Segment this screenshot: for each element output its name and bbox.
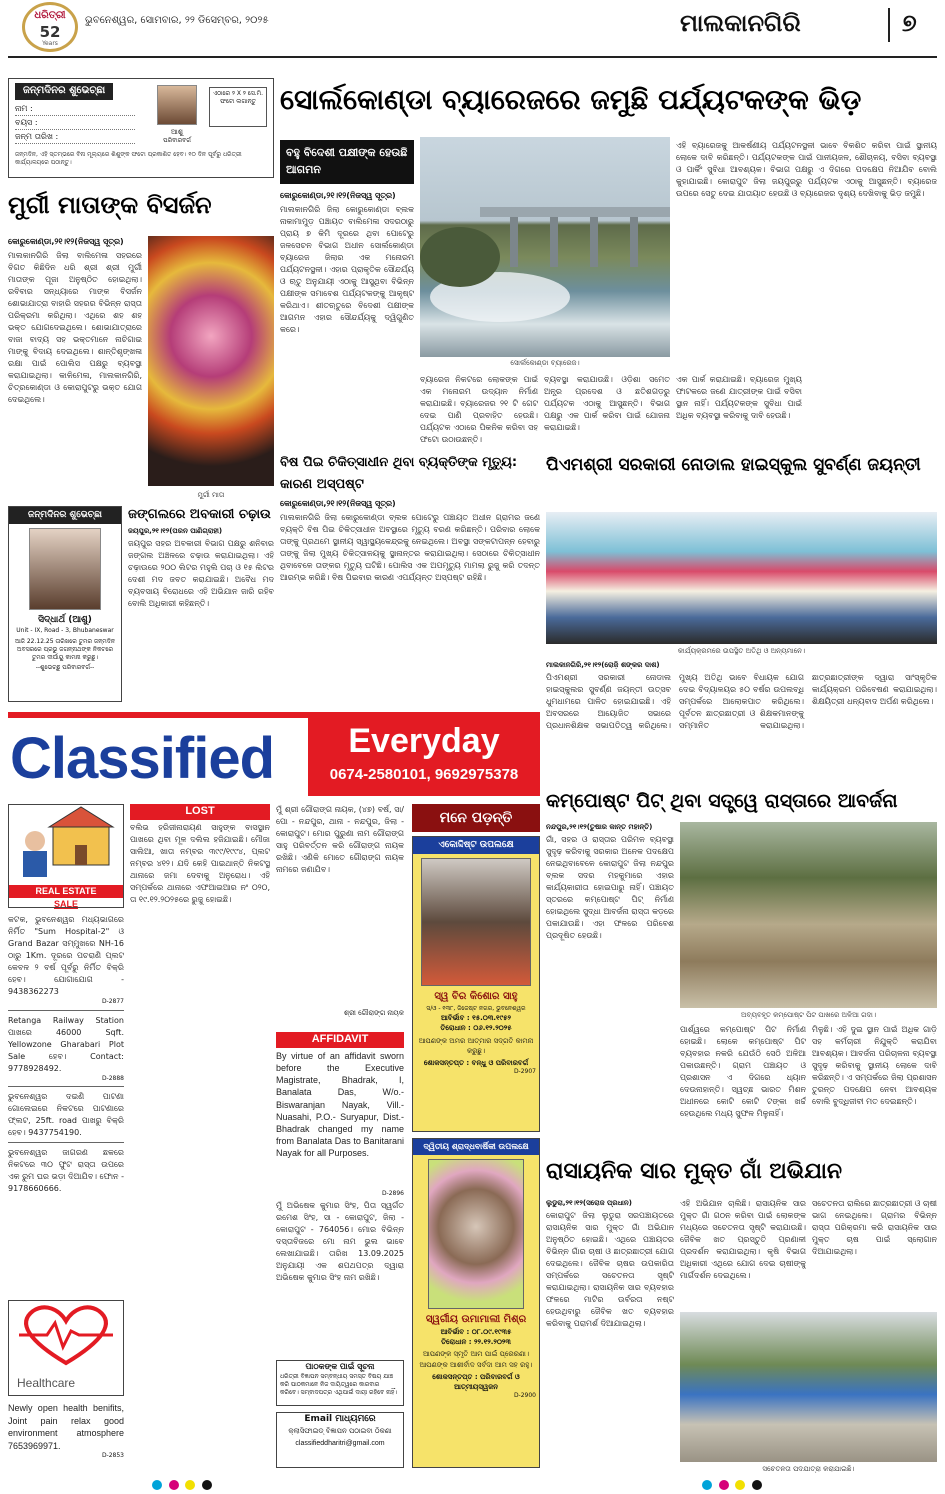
compost-col3: ମିଳୁଛି। ଏହି ଦୁଇ ସ୍ଥାନ ପାଇଁ ଅଧିକ ଗାଡ଼ି ସହ କର୍ମଚାରୀ ନିଯୁକ୍ତି କରାଯିବା ଆବଶ୍ୟକ। ଆବର୍ଜନା ପରିଚାଳନା ବ୍ୟବସ୍ଥା ସୁଦୃଢ଼ କରିବାକୁ ସ୍ଥାନୀୟ ଲୋକେ ଦାବି କରିଛନ୍ତି। ଏ ସମ୍ପର୍କରେ ଜିଲା ପ୍ରଶାସନ ତୁରନ୍ତ ପଦକ୍ଷେପ ନେବା ଆବଶ୍ୟକ ବୋଲି ବୁଦ୍ଧିଜୀବୀ ମତ ଦେଇଛନ୍ତି। [812,1025,937,1106]
masthead [0,0,945,58]
birthday-sample-caption: ଆଶୁ [171,128,183,136]
main-kicker [280,140,414,184]
affidavit-text: By virtue of an affidavit sworn before the Executive Magistrate, Bhadrak, I, Banalata Das, W/o.- Biswaranjan Nayak, Vill.- Nuasahi, P.O.- Suryapur, Dist.- Bhadrak changed my name from Banalata Das to Banitarani Nayak for all Purposes. [276,1051,404,1159]
healthcare-ad-text: Newly open health benifits, Joint pain relax good environment atmosphere 7653969971. [8,1403,124,1451]
death-dateline: କୋରୁକୋଣ୍ଡା,୨୧।୧୨(ନିଜସ୍ୱ ସୂତ୍ର) [280,499,396,508]
photo-size-box: ଏଠାରେ ୨ X ୨ ସେ.ମି. ଫଟୋ ଲଗାନ୍ତୁ [209,87,267,127]
abkari-dateline: ଜୟପୁର,୨୧।୧୨(ପରନ ପାଣିଗ୍ରାହୀ) [128,527,223,535]
section-divider [888,8,890,42]
name-change-1: ମୁଁ ଶ୍ରୀ ଗୌରାଙ୍ଗ ନାୟକ, (୪୭) ବର୍ଷ, ସା/ପୋ - ନନ୍ଦପୁର, ଥାନା - ନନ୍ଦପୁର, ଜିଲା - କୋରାପୁଟ। ମୋର ପୁରୁଣା ନାମ ଗୌରାଙ୍ଗ ସାହୁ ପରିବର୍ତ୍ତନ କରି ଗୌରାଙ୍ଗ ନାୟକ ରଖିଛି। ଏଣିକି ମୋତେ ଗୌରାଙ୍ଗ ନାୟକ ନାମରେ ଜଣାଯିବ। [276,805,404,874]
lost-text: ବଲିଭ ହରିଜୀନାରାୟଣ ସାହୁଙ୍କ ବାସସ୍ଥାନ ପାଖରେ ଥିବା ମୂଳ ଦଲିଲ ହଜିଯାଇଛି। ମୌଜା ସାଲିଆ, ଖାତା ନମ୍ବର ୩୯୯/୧୯୯୪, ପ୍ଲଟ ନମ୍ବର ୪୧୨। ଯଦି କେହି ପାଇଥାନ୍ତି ନିକଟସ୍ଥ ଥାନାରେ ଜମା ଦେବାକୁ ଅନୁରୋଧ। ଏହି ସମ୍ପର୍କରେ ଥାନାରେ ଏଫଆଇଆର ନଂ ୦୨୦, ତା ୧୯.୧୨.୨୦୨୫ରେ ରୁଜୁ ହୋଇଛି। [130,823,270,904]
main-photo-barrage [420,137,670,357]
name-change-2: ମୁଁ ଅଭିଷେକ କୁମାର ସିଂହ, ପିତା ସ୍ୱର୍ଗତ ରମେଶ ସିଂହ, ସା - କୋରାପୁଟ, ଜିଲା - କୋରାପୁଟ - 764056। ମୋର ବିଭିନ୍ନ ଦସ୍ତାବିଜରେ ମୋ ନାମ ଭୁଲ ଭାବେ ଲେଖାଯାଇଛି। ତାରିଖ 13.09.2025 ଅନୁଯାୟୀ ଏକ ଶପଥପତ୍ର ଦ୍ୱାରା ଅଭିଷେକ କୁମାର ସିଂହ ନାମ ରଖିଛି। [276,1201,404,1282]
birthday-sample-sub: ପରିବାରବର୍ଗ [163,137,191,144]
obituary-1 [412,836,540,1132]
obit1-died: ତିରୋଧାନ : ୦୬.୧୨.୨୦୨୫ [440,1024,512,1033]
obit2-title: ଦ୍ୱିତୀୟ ଶ୍ରାଦ୍ଧବାର୍ଷିକୀ ଉପଲକ୍ଷେ [413,1139,539,1155]
mane-padanti-banner [412,804,540,832]
logo-years: 52 [39,22,61,41]
ad-text: Retanga Railway Station ପାଖରେ 46000 Sqft. Yellowzone Gharabari Plot Sale ହେବ। Contact: 9778928492. [8,1015,124,1073]
birthday-child-name: ସିଦ୍ଧାର୍ଥ (ଆଶୁ) [38,615,92,626]
main-col4: ଏକ ପାର୍କ କରାଯାଇଛି। ବ୍ୟାରେଜ ମୁଖ୍ୟ ଫାଟକରେ ଜଣେ ଯାତ୍ରୀଙ୍କ ପାଇଁ ବସିବା ସ୍ଥାନ ନାହିଁ। ପର୍ଯ୍ୟଟକଙ୍କ ସୁବିଧା ପାଇଁ ଅଧିକ ବ୍ୟବସ୍ଥା କରିବାକୁ ଦାବି ହେଉଛି। [676,375,802,420]
compost-body: ଗାଁ, ସହର ଓ ରାସ୍ତାର ପରିମଳ ବ୍ୟବସ୍ଥା ସୁଦୃଢ଼ କରିବାକୁ ସରକାର ଅନେକ ପଦକ୍ଷେପ ନେଇଥିବାବେଳେ କୋରାପୁଟ ଜିଲା ନନ୍ଦପୁର ବ୍ଲକ ସଦର ମହକୁମାରେ ଏହାର କାର୍ଯ୍ୟକାରୀତା ହୋଇପାରୁ ନାହିଁ। ପଞ୍ଚାୟତ ସ୍ତରରେ କମ୍ପୋଷ୍ଟ ପିଟ୍ ନିର୍ମାଣ ହୋଇଥିଲେ ସୁଦ୍ଧା ଆବର୍ଜନା ରାସ୍ତା କଡ଼ରେ ପକାଯାଉଛି। ଏହା ଫଳରେ ପରିବେଶ ପ୍ରଦୂଷିତ ହେଉଛି। [546,835,674,940]
house-icon [9,805,123,881]
abkari-headline: ଜଙ୍ଗଲରେ ଅବକାରୀ ଚଢ଼ାଉ [128,507,271,522]
email-box [276,1412,404,1468]
birthday-field-dob: ଜନ୍ମ ତାରିଖ : [15,131,135,144]
death-body: ମାଲକାନଗିରି ଜିଲା କୋରୁକୋଣ୍ଡା ବ୍ଲକ ପୋଟେରୁ ପଞ୍ଚାୟତ ଅଧୀନ ଗ୍ରାମର ଜଣେ ବ୍ୟକ୍ତି ବିଷ ପିଇ ଚିକିତ୍ସାଧୀନ ଅବସ୍ଥାରେ ମୃତ୍ୟୁ ବରଣ କରିଛନ୍ତି। ପରିବାର ଲୋକେ ତାଙ୍କୁ ପ୍ରଥମେ ସ୍ଥାନୀୟ ସ୍ୱାସ୍ଥ୍ୟକେନ୍ଦ୍ରକୁ ନେଇଥିଲେ। ଅବସ୍ଥା ସଙ୍କଟାପନ୍ନ ହେବାରୁ ତାଙ୍କୁ ଜିଲା ମୁଖ୍ୟ ଚିକିତ୍ସାଳୟକୁ ସ୍ଥାନାନ୍ତର କରାଯାଇଥିଲା। ସେଠାରେ ଚିକିତ୍ସାଧୀନ ଥିବାବେଳେ ତାଙ୍କର ମୃତ୍ୟୁ ଘଟିଛି। ପୋଲିସ ଏକ ଅପମୃତ୍ୟୁ ମାମଲା ରୁଜୁ କରି ତଦନ୍ତ ଆରମ୍ଭ କରିଛି। ବିଷ ପିଇବାର କାରଣ ଏପର୍ଯ୍ୟନ୍ତ ଅସ୍ପଷ୍ଟ ରହିଛି। [280,513,540,582]
obit2-died: ତିରୋଧାନ : ୨୨.୧୨.୨୦୨୩ [441,1338,511,1347]
cyan-mark [702,1480,712,1490]
obit1-name: ସ୍ୱ ବିର କିଶୋର ସାହୁ [434,991,518,1003]
yellow-mark [185,1480,195,1490]
email-title: Email ମାଧ୍ୟମରେ [304,1414,376,1424]
email-address[interactable]: classifieddharitri@gmail.com [295,1440,385,1448]
logo [22,2,78,52]
main-kicker-text: ବହୁ ବିଦେଶୀ ପକ୍ଷୀଙ୍କ ହେଉଛି ଆଗମନ [286,146,408,176]
birthday-sample-photo [157,85,197,125]
email-sub: କ୍ଲାସିଫାଇଡ୍ ବିଜ୍ଞାପନ ପଠାଇବା ଠିକଣା [288,1427,392,1436]
page-section: ମାଲକାନଗିରି [680,9,801,37]
obit2-family: ଶୋକସନ୍ତପ୍ତ : ପରିବାରବର୍ଗ ଓ ଆତ୍ମୀୟସ୍ୱଜନ [432,1372,520,1391]
reader-notice-title: ପାଠକଙ୍କ ପାଇଁ ସୂଚନା [305,1362,375,1371]
compost-photo [680,822,937,1008]
obit2-code: D-2900 [513,1391,536,1399]
obit1-born: ଆବିର୍ଭାବ : ୧୫.୦୩.୧୯୫୨ [441,1014,511,1023]
everyday-box [308,718,540,796]
ad-text: ଭୁବନେଶ୍ୱର ଦଇଣି ପାଟଣା ଗୋଲେଇରେ ନିକଟରେ ପାଟଣାରେ ଫ୍ଲଟ, 25ft. road ପାଖରୁ ବିକ୍ରି ହେବ। 9437754190. [8,1092,124,1138]
main-dateline: କୋରୁକୋଣ୍ଡା,୨୧।୧୨(ନିଜସ୍ୱ ସୂତ୍ର) [280,191,396,200]
main-col2: ବ୍ୟାରେଜ ନିକଟରେ ଲୋକଙ୍କ ପାଇଁ ଏକ ମନୋରମ ଉଦ୍ୟାନ ନିର୍ମାଣ କରାଯାଇଛି। ବ୍ୟାରେଜର ୨୧ ଟି ଗେଟ ଦେଇ ପାଣି ପ୍ରବାହିତ ହେଉଛି। ପର୍ଯ୍ୟଟକ ଏଠାରେ ପିକନିକ କରିବା ସହ ଫଟୋ ଉଠାଉଛନ୍ତି। [420,375,538,444]
classified-left-ads [8,914,124,1214]
abkari-body: ଜୟପୁର ସହର ଅବକାରୀ ବିଭାଗ ପକ୍ଷରୁ ଶନିବାର ଜଙ୍ଗଲ ଅଞ୍ଚଳରେ ଚଢ଼ାଉ କରାଯାଇଥିଲା। ଏହି ଚଢ଼ାଉରେ ୨୦୦ ଲିଟର ମହୁଲି ପଚା ଓ ୧୫ ଲିଟର ଦେଶୀ ମଦ ଜବତ କରାଯାଇଛି। ଅବୈଧ ମଦ ବ୍ୟବସାୟ ବିରୋଧରେ ଏହି ଅଭିଯାନ ଜାରି ରହିବ ବୋଲି ଅଧିକାରୀ କହିଛନ୍ତି। [128,539,274,608]
mane-padanti-text: ମନେ ପଡ଼ନ୍ତି [439,810,513,826]
barrage-illustration [420,137,670,357]
dateline: ଭୁବନେଶ୍ୱର, ସୋମବାର, ୨୨ ଡିସେମ୍ବର, ୨୦୨୫ [85,15,269,26]
obit1-family: ଶୋକସନ୍ତପ୍ତ : ବନ୍ଧୁ ଓ ପରିବାରବର୍ଗ [423,1058,529,1067]
black-mark [752,1480,762,1490]
birthday-wishers: --ଶୁଭେଚ୍ଛୁ ପରିବାରବର୍ଗ-- [35,664,95,672]
birthday-card [8,506,122,702]
obituary-2 [412,1138,540,1468]
murgi-dateline: କୋରୁକୋଣ୍ଡା,୨୧।୧୨(ନିଜସ୍ୱ ସୂତ୍ର) [8,237,124,246]
ad-item [8,1091,124,1143]
main-photo-caption: ସୋର୍ଲକୋଣ୍ଡା ବ୍ୟାରେଜ। [510,359,580,367]
magenta-mark [719,1480,729,1490]
healthcare-ad-code: D-2853 [101,1452,124,1460]
school-body: ପିଏମଶ୍ରୀ ସରକାରୀ ନୋଡାଲ ହାଇସ୍କୁଲର ସୁବର୍ଣ୍ଣ ଜୟନ୍ତୀ ଉତ୍ସବ ଧୁମଧାମରେ ପାଳିତ ହୋଇଯାଇଛି। ଏହି ଅବସରରେ ଆୟୋଜିତ ସଭାରେ ପ୍ରଧାନଶିକ୍ଷକ ସଭାପତିତ୍ୱ କରିଥିଲେ। ମୁଖ୍ୟ ଅତିଥି ଭାବେ ବିଧାୟକ ଯୋଗ ଦେଇ ବିଦ୍ୟାଳୟର ୫୦ ବର୍ଷର ଉପଲବ୍ଧି ସମ୍ପର୍କରେ ଆଲୋକପାତ କରିଥିଲେ। ପୂର୍ବତନ ଛାତ୍ରଛାତ୍ରୀ ଓ ଶିକ୍ଷକମାନଙ୍କୁ ସମ୍ମାନିତ କରାଯାଇଥିଲା। ଛାତ୍ରଛାତ୍ରୀଙ୍କ ଦ୍ୱାରା ସାଂସ୍କୃତିକ କାର୍ଯ୍ୟକ୍ରମ ପରିବେଷଣ କରାଯାଇଥିଲା। ଶିକ୍ଷୟିତ୍ରୀ ଧନ୍ୟବାଦ ଅର୍ପଣ କରିଥିଲେ। [546,673,937,730]
reader-notice-text: ଧରିତ୍ରୀ ବିଜ୍ଞାପନ ସମ୍ବନ୍ଧୀୟ ସମସ୍ତ ବିଷୟ ଯାଞ୍ଚ କରି ପାଠକମାନେ ନିଜ ଦାୟିତ୍ୱରେ କାରବାର କରିବେ। ସମ୍ବାଦପତ୍ର ଏଥିପାଇଁ ଦାୟୀ ରହିବେ ନାହିଁ। [280,1372,398,1396]
magenta-mark [169,1480,179,1490]
compost-headline: କମ୍ପୋଷ୍ଟ ପିଟ୍ ଥିବା ସତ୍ତ୍ୱେ ରାସ୍ତାରେ ଆବର୍ଜନା [546,790,898,812]
ad-text: କଟକ, ଭୁବନେଶ୍ୱର ମଧ୍ୟଭାଗରେ ନିର୍ମିତ "Sum Hospital-2" ଓ Grand Bazar ସମ୍ମୁଖରେ NH-16 ଠାରୁ 1Km. ଦୂରରେ ପଚରାଣି ପ୍ଲଟ କେବଳ ୨ ବର୍ଷ ପୂର୍ବରୁ ନିର୍ମିତ ବିକ୍ରି ହେବ। ଯୋଗାଯୋଗ - 9438362273 [8,915,124,996]
organic-body: କୋରାପୁଟ ଜିଲା ଲୁଡୁରା ସରପଞ୍ଚାୟତରେ ରାସାୟନିକ ସାର ମୁକ୍ତ ଗାଁ ଅଭିଯାନ ଅନୁଷ୍ଠିତ ହୋଇଛି। ଏଥିରେ ପଞ୍ଚାୟତର ବିଭିନ୍ନ ଗାଁର ଚାଷୀ ଓ ଛାତ୍ରଛାତ୍ରୀ ଯୋଗ ଦେଇଥିଲେ। ଜୈବିକ ଚାଷର ଉପକାରିତା ସମ୍ପର୍କରେ ସଚେତନତା ସୃଷ୍ଟି କରାଯାଇଥିଲା। ରାସାୟନିକ ସାର ବ୍ୟବହାର ଫଳରେ ମାଟିର ଉର୍ବରତା ନଷ୍ଟ ହେଉଥିବାରୁ ଜୈବିକ ଖତ ବ୍ୟବହାର କରିବାକୁ ପରାମର୍ଶ ଦିଆଯାଇଥିଲା। [546,1211,674,1328]
murgi-headline: ମୁର୍ଗୀ ମାତାଙ୍କ ବିସର୍ଜନ [8,191,212,219]
registration-marks-right [700,1480,764,1494]
organic-headline: ରାସାୟନିକ ସାର ମୁକ୍ତ ଗାଁ ଅଭିଯାନ [546,1159,843,1184]
main-headline: ସୋର୍ଲକୋଣ୍ଡା ବ୍ୟାରେଜରେ ଜମୁଛି ପର୍ଯ୍ୟଟକଙ୍କ ଭିଡ଼ [280,83,862,116]
birthday-field-name: ନାମ : [15,103,135,116]
compost-dateline: ନନ୍ଦପୁର,୨୧।୧୨(ତୁଷାର କାନ୍ତ ମହାନ୍ତି) [546,823,653,831]
organic-dateline: ଲୁଡୁରା,୨୧।୧୨(ସରୋଜ ପ୍ରଧାନ) [546,1199,632,1207]
school-headline: ପିଏମଶ୍ରୀ ସରକାରୀ ନୋଡାଲ ହାଇସ୍କୁଲ ସୁବର୍ଣ୍ଣ ଜୟନ୍ତୀ [546,455,921,475]
birthday-wish: ଆଜି 22.12.25 ତାରିଖରେ ତୁମର ଜନ୍ମଦିନ ଅବସରରେ ପ୍ରଭୁ ଜଗନ୍ନାଥଙ୍କ ନିକଟରେ ତୁମର ଦୀର୍ଘାୟୁ କାମନା କରୁଛୁ। [14,637,115,661]
birthday-form-box [8,78,274,178]
black-mark [202,1480,212,1490]
affidavit-title: AFFIDAVIT [276,1032,404,1048]
yellow-mark [735,1480,745,1490]
page-number: ୭ [902,9,917,37]
ad-code: D-2888 [101,1074,124,1082]
obit1-photo [421,858,531,986]
school-photo-caption: କାର୍ଯ୍ୟକ୍ରମରେ ଉପସ୍ଥିତ ଅତିଥି ଓ ଅନ୍ୟମାନେ। [677,647,806,655]
reader-notice-box [276,1360,404,1406]
main-col3: ବ୍ୟବସ୍ଥା କରାଯାଉଛି। ଓଡ଼ିଶା ସମେତ ଅନ୍ଧ୍ର ପ୍ରଦେଶ ଓ ଛତିଶଗଡ଼ରୁ ପର୍ଯ୍ୟଟକ ଏଠାକୁ ଆସୁଛନ୍ତି। ବିଭାଗ ପକ୍ଷରୁ ଏକ ପାର୍କ କରିବା ପାଇଁ ଯୋଜନା କରାଯାଇଛି। [544,375,670,432]
school-dateline: ମାଲକାନଗିରି,୨୧।୧୨(ରୋଜ଼ି ଶଙ୍କର ଦାଶ) [546,661,660,669]
death-headline: ବିଷ ପିଇ ଚିକିତ୍ସାଧୀନ ଥିବା ବ୍ୟକ୍ତିଙ୍କ ମୃତ୍ୟୁ: କାରଣ ଅସ୍ପଷ୍ଟ [280,455,518,492]
real-estate-box [8,804,124,908]
obit1-address: ସ/ଓ - ୧୩୮, ଜିଜେଷ୍ଟ ନଗର, ଭୁବନେଶ୍ୱର [426,1004,526,1012]
everyday-word: Everyday [348,722,500,760]
registration-marks-left [150,1480,214,1494]
murgi-photo-caption: ମୁର୍ଗୀ ମାତା [197,491,225,499]
ad-code: D-2877 [101,998,124,1005]
obit1-title: ଏକୋଦ୍ଦିଷ୍ଟ ଉପଲକ୍ଷେ [413,837,539,854]
obit2-photo [428,1159,524,1309]
organic-col3: ସଚେତନତା ରାଲିରେ ଛାତ୍ରଛାତ୍ରୀ ଓ ଚାଷୀ ଭାଗ ନେଇଥିଲେ। ଗ୍ରାମର ବିଭିନ୍ନ ରାସ୍ତା ପରିକ୍ରମା କରି ରାସାୟନିକ ସାର ମୁକ୍ତ ଚାଷ ପାଇଁ ସ୍ଲୋଗାନ ଦିଆଯାଇଥିଲା। [812,1199,937,1256]
birthday-field-age: ବୟସ : [15,117,135,130]
classified-word: Classified [10,726,274,791]
main-col1: ମାଲକାନଗିରି ଜିଲା କୋରୁକୋଣ୍ଡା ବ୍ଲକ ନାକାମାମୁଡ଼ ପଞ୍ଚାୟତ ବାଲିମେଳା ସଦରଠାରୁ ପ୍ରାୟ ୭ କିମି ଦୂରରେ ଥିବା ପୋଟେରୁ ଜଳସେଚନ ବିଭାଗ ଅଧୀନ ସୋର୍ଲକୋଣ୍ଡା ବ୍ୟାରେଜ ଜିଲାର ଏକ ମନୋରମ ପର୍ଯ୍ୟଟନସ୍ଥଳୀ। ଏହାର ପ୍ରାକୃତିକ ସୌନ୍ଦର୍ଯ୍ୟ ଓ ଋତୁ ଅନୁଯାୟୀ ଏଠାକୁ ଆସୁଥିବା ବିଭିନ୍ନ ପକ୍ଷୀଙ୍କ ସମାବେଶ ପର୍ଯ୍ୟଟକଙ୍କୁ ଆକୃଷ୍ଟ କରିଥାଏ। ଶୀତଋତୁରେ ବିଦେଶୀ ପକ୍ଷୀଙ୍କ ଆଗମନ ଏହାର ସୌନ୍ଦର୍ଯ୍ୟକୁ ଦ୍ୱିଗୁଣିତ କରେ। [280,205,414,334]
logo-text: ଧରିତ୍ରୀ [34,10,66,21]
organic-photo [680,1312,937,1462]
heartbeat-icon [9,1301,123,1371]
ad-item [8,914,124,1011]
birthday-child-address: Unit - IX, Road - 3, Bhubaneswar [16,627,114,635]
masthead-rule [8,56,937,58]
birthday-note: ଜନ୍ମଦିନ, ଏହି ସ୍ତମ୍ଭରେ ବିନା ମୂଲ୍ୟରେ ଶିଶୁଙ୍କ ଫଟୋ ପ୍ରକାଶିତ ହେବ। ୧୦ ଦିନ ପୂର୍ବରୁ ଧରିତ୍ରୀ କାର୍ଯ୍ୟାଳୟରେ ପଠାନ୍ତୁ। [15,151,242,167]
real-estate-label: REAL ESTATE [9,885,123,898]
cyan-mark [152,1480,162,1490]
healthcare-box [8,1300,124,1396]
ad-item [8,1147,124,1195]
school-photo [546,512,937,644]
lost-title: LOST [130,804,270,820]
obit1-code: D-2907 [513,1067,536,1075]
name-change-1-sign: ଶ୍ରୀ ଗୌରାଙ୍ଗ ନାୟକ [343,1009,404,1017]
birthday-child-photo [29,528,101,610]
compost-photo-caption: ଅବ୍ୟବହୃତ କମ୍ପୋଷ୍ଟ ପିଟ ପାଖରେ ଅଳିଆ ଗଦା। [740,1011,877,1019]
birthday-card-title: ଜନ୍ମଦିନର ଶୁଭେଚ୍ଛା [9,507,121,524]
sale-label: SALE [53,898,78,909]
main-right-col: ଏହି ବ୍ୟାରେଜକୁ ଆକର୍ଷଣୀୟ ପର୍ଯ୍ୟଟନସ୍ଥଳୀ ଭାବେ ବିକଶିତ କରିବା ପାଇଁ ସ୍ଥାନୀୟ ଲୋକେ ଦାବି କରିଛନ୍ତି। ପର୍ଯ୍ୟଟକଙ୍କ ପାଇଁ ପାନୀୟଜଳ, ଶୌଚାଳୟ, ବସିବା ବ୍ୟବସ୍ଥା ଓ ପାର୍କିଂ ସୁବିଧା ଆବଶ୍ୟକ। ବିଭାଗ ପକ୍ଷରୁ ଏ ଦିଗରେ ପଦକ୍ଷେପ ନିଆଯିବ ବୋଲି କୁହାଯାଇଛି। କୋରାପୁଟ ଜିଲା ଜୟପୁରରୁ ପର୍ଯ୍ୟଟକ ଏଠାକୁ ଆସୁଛନ୍ତି। ବ୍ୟାରେଜ ଉପରେ ସେତୁ ଦେଇ ଯାତାୟାତ ହେଉଛି ଓ ବ୍ୟାରେଜର ଦୃଶ୍ୟ ଦେଖିବାକୁ ଭିଡ଼ ଜମୁଛି। [676,141,937,198]
healthcare-label: Healthcare [17,1375,76,1390]
obit2-tribute: ଆପଣଙ୍କ ସ୍ମୃତି ଆମ ପାଇଁ ପ୍ରେରଣା। ଆପଣଙ୍କ ଆଶୀର୍ବାଦ ସର୍ବଦା ଆମ ସହ ରହୁ। [419,1350,533,1369]
birthday-form-title: ଜନ୍ମଦିନର ଶୁଭେଚ୍ଛା [15,83,113,100]
obit1-tribute: ଆପଣଙ୍କ ଅମର ଆତ୍ମାର ସଦ୍‌ଗତି କାମନା କରୁଛୁ। [418,1036,534,1055]
compost-col2: ପାର୍ଶ୍ୱରେ କମ୍ପୋଷ୍ଟ ପିଟ ନିର୍ମାଣ ହୋଇଛି। ଲୋକେ କମ୍ପୋଷ୍ଟ ପିଟ ବ୍ୟବହାର ନକରି ଯେଉଁଠି ସେଠି ଅଳିଆ ପକାଉଛନ୍ତି। ଗ୍ରାମ ପଞ୍ଚାୟତ ଓ ପ୍ରଶାସନ ଏ ଦିଗରେ ଧ୍ୟାନ ଦେଉନାହାନ୍ତି। ସ୍ୱଚ୍ଛ ଭାରତ ମିଶନ ଅଧୀନରେ କୋଟି କୋଟି ଟଙ୍କା ଖର୍ଚ୍ଚ ହେଉଥିଲେ ମଧ୍ୟ ସୁଫଳ ମିଳୁନାହିଁ। [680,1025,806,1118]
ad-item [8,1015,124,1088]
healthcare-ad [8,1402,124,1472]
murgi-photo [148,236,274,486]
obit2-born: ଆବିର୍ଭାବ : ୦୮.୦୯.୧୯୩୫ [440,1328,512,1337]
classified-banner [8,712,540,796]
ad-text: ଭୁବନେଶ୍ୱର ଜାଗରଣ ଛକରେ ନିକଟରେ ୩୦ ଫୁଟ ରାସ୍ତା ଉପରେ ଏକ ରୁମ ଘର ଭଡ଼ା ଦିଆଯିବ। ଫୋନ - 9178660666. [8,1148,124,1194]
obit2-name: ସ୍ୱର୍ଗୀୟ ଉମାମାଲୀ ମିଶ୍ର [425,1313,527,1325]
logo-years-label: Years [42,39,58,47]
organic-col2: ଏହି ଅଭିଯାନ ଚାଲିଛି। ରାସାୟନିକ ସାର ମୁକ୍ତ ଗାଁ ଗଠନ କରିବା ପାଇଁ ଲୋକଙ୍କ ମଧ୍ୟରେ ସଚେତନତା ସୃଷ୍ଟି କରାଯାଉଛି। ଜୈବିକ ଖତ ପ୍ରସ୍ତୁତି ପ୍ରଣାଳୀ ପ୍ରଦର୍ଶନ କରାଯାଇଥିଲା। କୃଷି ବିଭାଗ ଅଧିକାରୀ ଏଥିରେ ଯୋଗ ଦେଇ ଚାଷୀଙ୍କୁ ମାର୍ଗଦର୍ଶନ ଦେଇଥିଲେ। [680,1199,806,1280]
organic-photo-caption: ସଚେତନତା ପଦଯାତ୍ରା କରାଯାଇଛି। [762,1465,855,1473]
classified-phones: 0674-2580101, 9692975378 [329,766,519,783]
murgi-body: ମାଲକାନଗିରି ଜିଲା ବାଲିମେଳା ସହରରେ ବିଗତ କିଛିଦିନ ଧରି ଶ୍ରୀ ଶ୍ରୀ ମୁର୍ଗୀ ମାତାଙ୍କ ପୂଜା ଅନୁଷ୍ଠିତ ହୋଇଥିଲା। ରବିବାର ସନ୍ଧ୍ୟାରେ ମାଙ୍କ ବିସର୍ଜନ ଶୋଭାଯାତ୍ରା ବାହାରି ସହରର ବିଭିନ୍ନ ରାସ୍ତା ପରିକ୍ରମା କରିଥିଲା। ଏଥିରେ ଶହ ଶହ ଭକ୍ତ ଯୋଗଦେଇଥିଲେ। ଶୋଭାଯାତ୍ରାରେ ବାଜା ବାଦ୍ୟ ସହ ଭକ୍ତମାନେ ନାଚିଗାଇ ମାଙ୍କୁ ବିଦାୟ ଦେଇଥିଲେ। ଶାନ୍ତିଶୃଙ୍ଖଳା ରକ୍ଷା ପାଇଁ ପୋଲିସ ପକ୍ଷରୁ ବ୍ୟବସ୍ଥା କରାଯାଇଥିଲା। କାଳିମେଳା, ମାଲକାନଗିରି, ଚିତ୍ରକୋଣ୍ଡା ଓ କୋରାପୁଟରୁ ଭକ୍ତ ଯୋଗ ଦେଇଥିଲେ। [8,251,142,404]
affidavit-code: D-2896 [381,1190,404,1197]
